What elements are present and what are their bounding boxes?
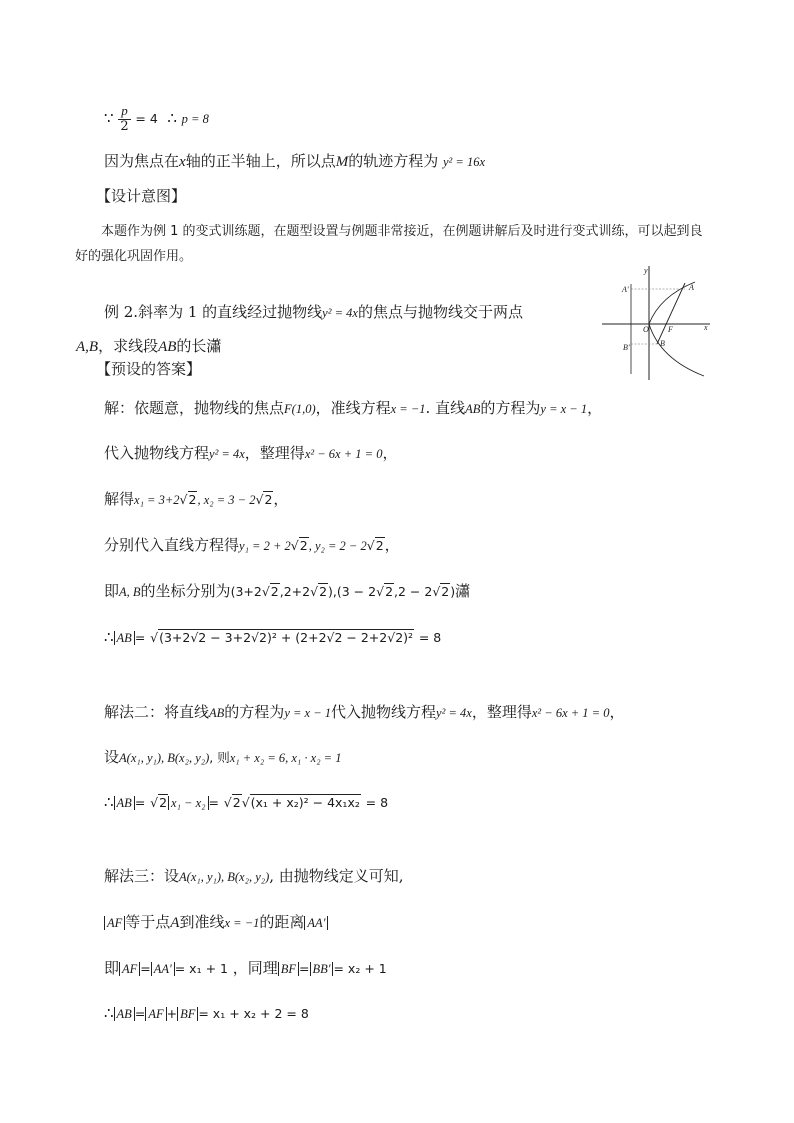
label-B: B [660,339,665,348]
label-A-prime: A' [622,285,629,294]
design-heading: 【设计意图】 [96,187,187,205]
example2-line1: 例 2.斜率为 1 的直线经过抛物线y² = 4x的焦点与抛物线交于两点 [104,303,523,321]
label-x: x [704,323,708,332]
label-F: F [668,325,673,334]
label-y: y [644,266,648,275]
sol1-line3: 解得x₁ = 3+2√2, x₂ = 3 − 2√2， [104,490,289,508]
sol1-line2: 代入抛物线方程y² = 4x，整理得x² − 6x + 1 = 0， [104,444,398,462]
locus-line: 因为焦点在x轴的正半轴上，所以点M的轨迹方程为 y² = 16x [104,152,486,170]
label-A: A [689,283,694,292]
sol2-line2: 设A(x₁, y₁), B(x₂, y₂), 则x₁ + x₂ = 6, x₁ · x₂ = 1 [104,748,342,766]
parabola-curve [649,282,704,376]
answer-heading: 【预设的答案】 [96,360,202,378]
sol1-line5: 即A, B的坐标分别为(3+2√2,2+2√2),(3 − 2√2,2 − 2√2)瀟 [104,582,471,600]
design-paragraph: 本题作为例 1 的变式训练题，在题型设置与例题非常接近，在例题讲解后及时进行变式训练，可以起到良好的强化巩固作用。 [75,224,703,264]
parabola-figure [600,264,712,382]
example2-line2: A,B，求线段AB的长瀟 [76,337,222,355]
sol2-line1: 解法二：将直线AB的方程为y = x − 1代入抛物线方程y² = 4x，整理得x² − 6x + 1 = 0， [104,703,625,721]
fraction-p-over-2: $\frac{p}{2}$ [120,103,129,134]
chord-AB [657,283,685,344]
sol3-line2: AF 等于点A到准线x = −1的距离 AA' [104,912,328,933]
sol2-line3: ∴ AB = √2 x₁ − x₂ = √2√(x₁ + x₂)² − 4x₁x₂ = 8 [104,793,389,811]
sol3-line1: 解法三：设A(x₁, y₁), B(x₂, y₂), 由抛物线定义可知, [104,867,404,885]
label-B-prime: B' [623,343,630,352]
sol3-line4: ∴ AB = AF + BF = x₁ + x₂ + 2 = 8 [104,1004,309,1022]
since-line: ∵ $\frac{p}{2}$ = 4 ∴ p = 8 [104,103,209,134]
sol1-line6: ∴ AB = √(3+2√2 − 3+2√2)² + (2+2√2 − 2+2√2)² = 8 [104,628,442,646]
sol1-line4: 分别代入直线方程得y₁ = 2 + 2√2, y₂ = 2 − 2√2， [104,536,400,554]
sol3-line3: 即 AF = AA' = x₁ + 1 ，同理 BF = BB' = x₂ + 1 [104,959,387,977]
label-O: O [643,325,649,334]
sol1-line1: 解：依题意，抛物线的焦点F(1,0)，准线方程x = −1. 直线AB的方程为y = x − 1， [104,399,603,417]
